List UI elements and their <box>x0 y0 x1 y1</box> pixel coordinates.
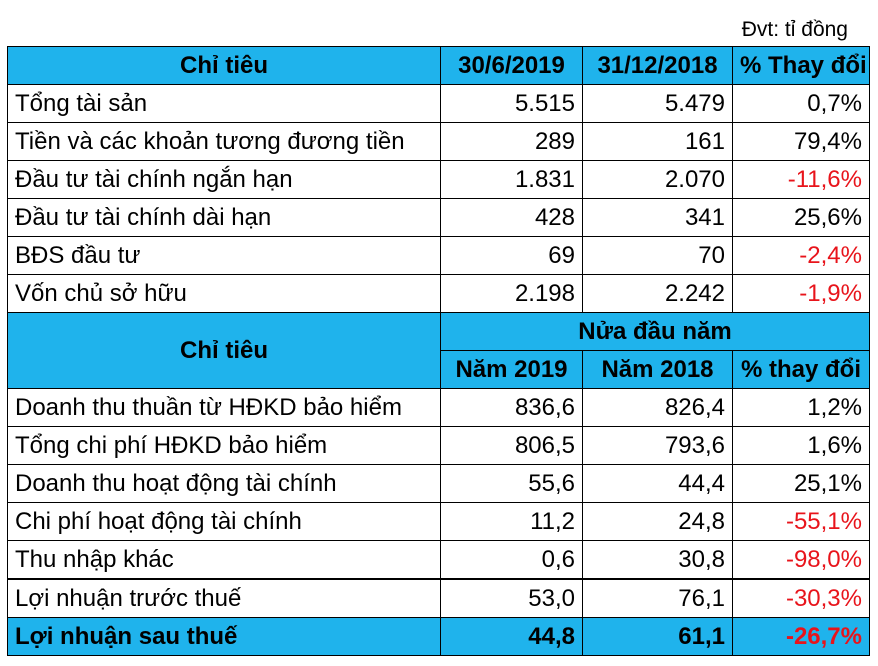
row-value-2: 5.479 <box>583 85 733 123</box>
table-row <box>8 161 870 199</box>
row-change: -1,9% <box>733 275 870 313</box>
row-value-2: 61,1 <box>583 618 733 656</box>
table-row <box>8 123 870 161</box>
row-label: Đầu tư tài chính ngắn hạn <box>8 161 441 199</box>
row-change: 0,7% <box>733 85 870 123</box>
row-value-1: 53,0 <box>441 579 583 618</box>
section2-subheader-col2: Năm 2018 <box>583 351 733 389</box>
row-value-1: 289 <box>441 123 583 161</box>
table-row <box>8 465 870 503</box>
row-value-2: 24,8 <box>583 503 733 541</box>
row-value-2: 2.070 <box>583 161 733 199</box>
table-row <box>8 389 870 427</box>
row-label: Tiền và các khoản tương đương tiền <box>8 123 441 161</box>
row-value-1: 55,6 <box>441 465 583 503</box>
section1-header-row <box>8 47 870 85</box>
table-row <box>8 579 870 618</box>
table-row <box>8 427 870 465</box>
row-value-2: 44,4 <box>583 465 733 503</box>
header-col3: % Thay đổi <box>733 47 870 85</box>
row-value-2: 341 <box>583 199 733 237</box>
row-value-1: 0,6 <box>441 541 583 580</box>
row-value-2: 793,6 <box>583 427 733 465</box>
header-col2: 31/12/2018 <box>583 47 733 85</box>
unit-note: Đvt: tỉ đồng <box>741 18 848 41</box>
row-value-2: 76,1 <box>583 579 733 618</box>
row-label: Thu nhập khác <box>8 541 441 580</box>
row-value-1: 2.198 <box>441 275 583 313</box>
row-value-2: 826,4 <box>583 389 733 427</box>
row-label: Lợi nhuận sau thuế <box>8 618 441 656</box>
row-value-1: 44,8 <box>441 618 583 656</box>
row-value-1: 806,5 <box>441 427 583 465</box>
table-row <box>8 199 870 237</box>
row-value-1: 836,6 <box>441 389 583 427</box>
table-row <box>8 541 870 580</box>
row-label: BĐS đầu tư <box>8 237 441 275</box>
row-change: -26,7% <box>733 618 870 656</box>
row-label: Vốn chủ sở hữu <box>8 275 441 313</box>
row-change: -30,3% <box>733 579 870 618</box>
row-value-2: 30,8 <box>583 541 733 580</box>
row-change: -11,6% <box>733 161 870 199</box>
table-row <box>8 237 870 275</box>
row-change: -55,1% <box>733 503 870 541</box>
row-change: 1,6% <box>733 427 870 465</box>
table-row <box>8 503 870 541</box>
row-value-1: 69 <box>441 237 583 275</box>
row-label: Doanh thu hoạt động tài chính <box>8 465 441 503</box>
row-change: -98,0% <box>733 541 870 580</box>
row-label: Tổng chi phí HĐKD bảo hiểm <box>8 427 441 465</box>
row-value-2: 70 <box>583 237 733 275</box>
section2-group-header: Nửa đầu năm <box>441 313 870 351</box>
table-row <box>8 85 870 123</box>
row-value-2: 2.242 <box>583 275 733 313</box>
financial-table <box>7 46 870 656</box>
row-change: 79,4% <box>733 123 870 161</box>
row-value-1: 1.831 <box>441 161 583 199</box>
row-label: Doanh thu thuần từ HĐKD bảo hiểm <box>8 389 441 427</box>
row-label: Chi phí hoạt động tài chính <box>8 503 441 541</box>
header-label: Chỉ tiêu <box>8 47 441 85</box>
section2-subheader-col1: Năm 2019 <box>441 351 583 389</box>
row-change: 1,2% <box>733 389 870 427</box>
section2-header-row <box>8 313 870 351</box>
section2-subheader-col3: % thay đổi <box>733 351 870 389</box>
row-label: Đầu tư tài chính dài hạn <box>8 199 441 237</box>
row-label: Tổng tài sản <box>8 85 441 123</box>
row-change: 25,6% <box>733 199 870 237</box>
table-row <box>8 275 870 313</box>
row-change: 25,1% <box>733 465 870 503</box>
header-col1: 30/6/2019 <box>441 47 583 85</box>
row-value-1: 428 <box>441 199 583 237</box>
row-value-1: 11,2 <box>441 503 583 541</box>
section2-header-label: Chỉ tiêu <box>8 313 441 389</box>
row-value-1: 5.515 <box>441 85 583 123</box>
row-label: Lợi nhuận trước thuế <box>8 579 441 618</box>
row-value-2: 161 <box>583 123 733 161</box>
row-change: -2,4% <box>733 237 870 275</box>
table-row <box>8 618 870 656</box>
